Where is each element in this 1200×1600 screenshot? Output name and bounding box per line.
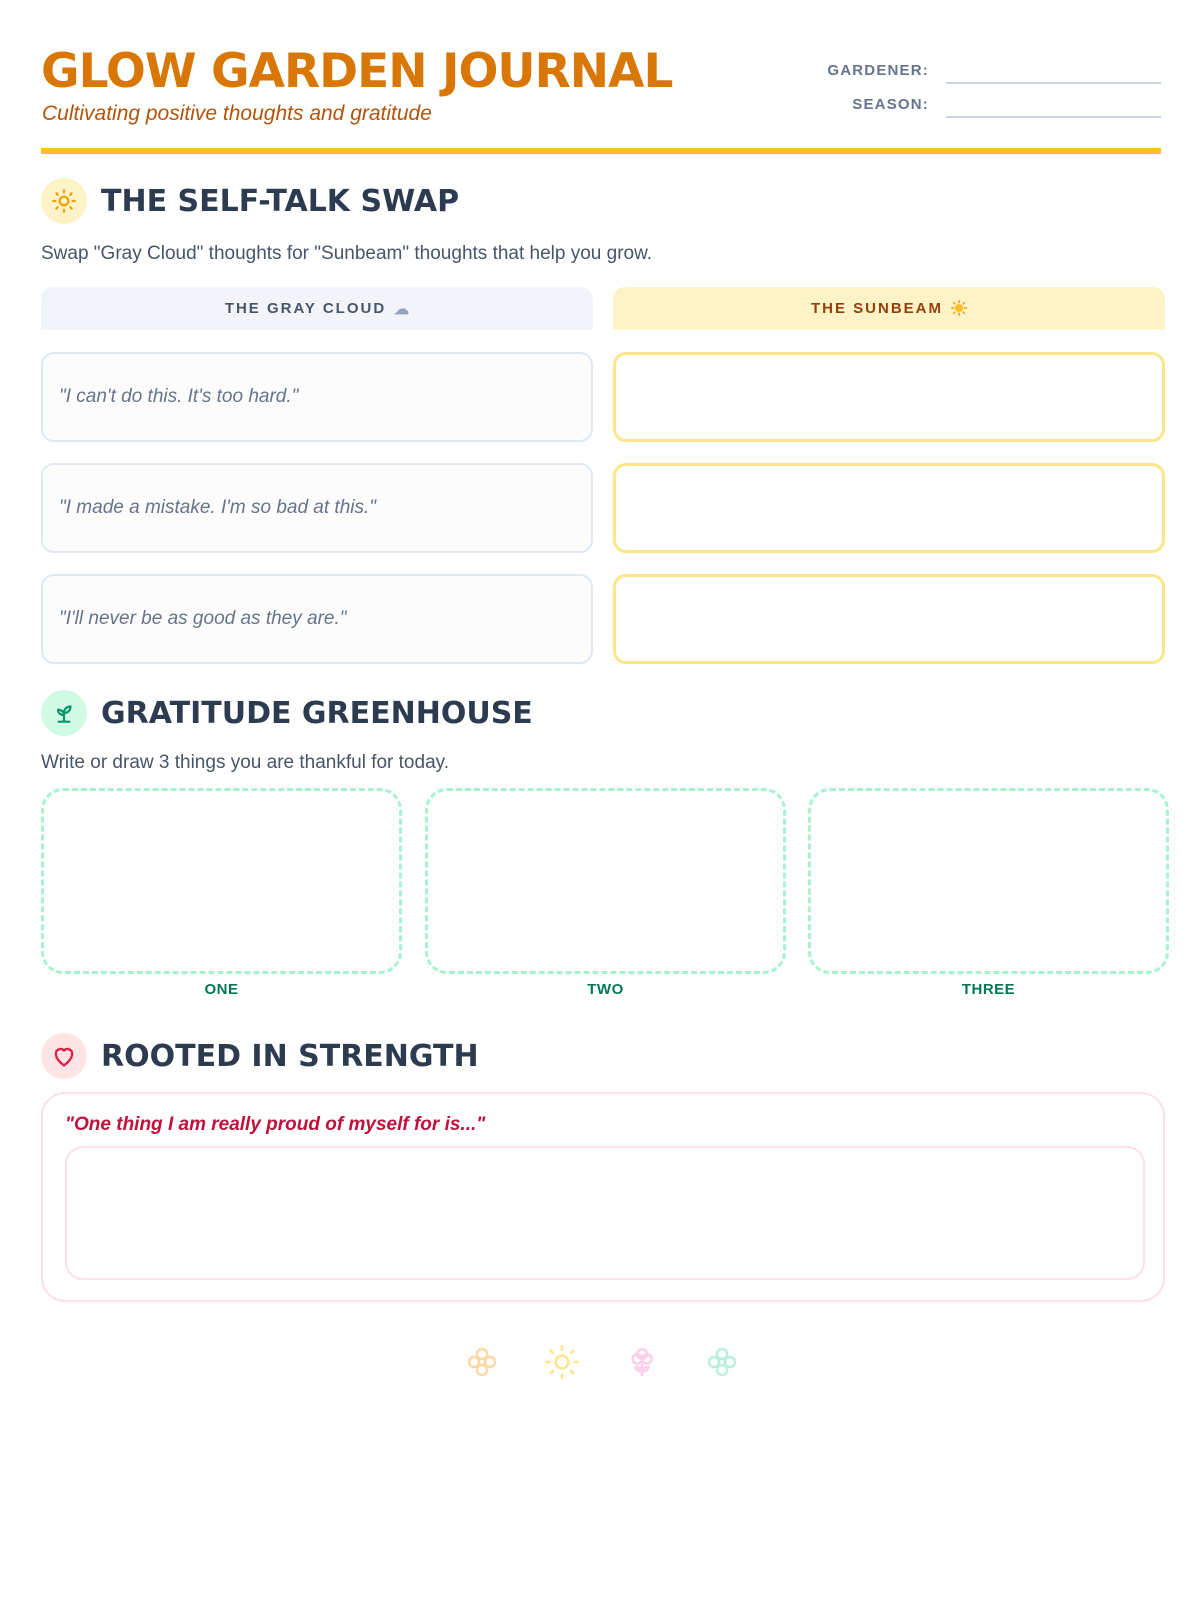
gardener-label: GARDENER: xyxy=(827,62,929,79)
strength-title: ROOTED IN STRENGTH xyxy=(101,1039,479,1074)
gratitude-box-three[interactable] xyxy=(808,788,1169,974)
gratitude-label-one: ONE xyxy=(204,981,239,998)
sunbeam-answer-1[interactable] xyxy=(613,352,1165,442)
season-label: SEASON: xyxy=(852,96,929,113)
sun-face-icon xyxy=(951,300,967,318)
gray-cloud-header-label: THE GRAY CLOUD xyxy=(224,300,387,317)
sunbeam-header xyxy=(613,287,1165,330)
sun-icon xyxy=(41,178,87,224)
gray-cloud-header xyxy=(41,287,593,330)
gray-cloud-text: "I can't do this. It's too hard." xyxy=(59,386,299,407)
page-subtitle: Cultivating positive thoughts and gratitude xyxy=(42,102,432,125)
journal-header xyxy=(41,40,1161,154)
strength-card xyxy=(41,1092,1165,1302)
gratitude-label-two: TWO xyxy=(587,981,624,998)
sunbeam-header-label: THE SUNBEAM xyxy=(810,300,943,317)
footer-decorations xyxy=(462,1342,762,1386)
tulip-icon xyxy=(622,1342,662,1382)
sunbeam-answer-2[interactable] xyxy=(613,463,1165,553)
gray-cloud-thought-2 xyxy=(41,463,593,553)
gray-cloud-thought-1 xyxy=(41,352,593,442)
gratitude-description: Write or draw 3 things you are thankful for today. xyxy=(41,752,449,773)
page-title: GLOW GARDEN JOURNAL xyxy=(41,44,673,99)
gardener-input-line[interactable] xyxy=(946,82,1161,84)
gratitude-box-one[interactable] xyxy=(41,788,402,974)
season-input-line[interactable] xyxy=(946,116,1161,118)
season-field xyxy=(801,94,1161,120)
self-talk-title: THE SELF-TALK SWAP xyxy=(101,184,460,219)
sunbeam-answer-3[interactable] xyxy=(613,574,1165,664)
gratitude-box-two[interactable] xyxy=(425,788,786,974)
gray-cloud-text: "I'll never be as good as they are." xyxy=(59,608,347,629)
sprout-icon xyxy=(41,690,87,736)
gray-cloud-thought-3 xyxy=(41,574,593,664)
gray-cloud-text: "I made a mistake. I'm so bad at this." xyxy=(59,497,377,518)
gratitude-label-three: THREE xyxy=(961,981,1016,998)
flower-icon xyxy=(462,1342,502,1382)
gratitude-title: GRATITUDE GREENHOUSE xyxy=(101,696,533,731)
sun-icon xyxy=(542,1342,582,1382)
heart-icon xyxy=(41,1033,87,1079)
cloud-icon: ☁ xyxy=(394,300,410,318)
gardener-field xyxy=(801,60,1161,86)
strength-answer-box[interactable] xyxy=(65,1146,1145,1280)
flower-icon xyxy=(702,1342,742,1382)
strength-prompt: "One thing I am really proud of myself for is..." xyxy=(65,1114,486,1135)
self-talk-description: Swap "Gray Cloud" thoughts for "Sunbeam" thoughts that help you grow. xyxy=(41,243,653,264)
